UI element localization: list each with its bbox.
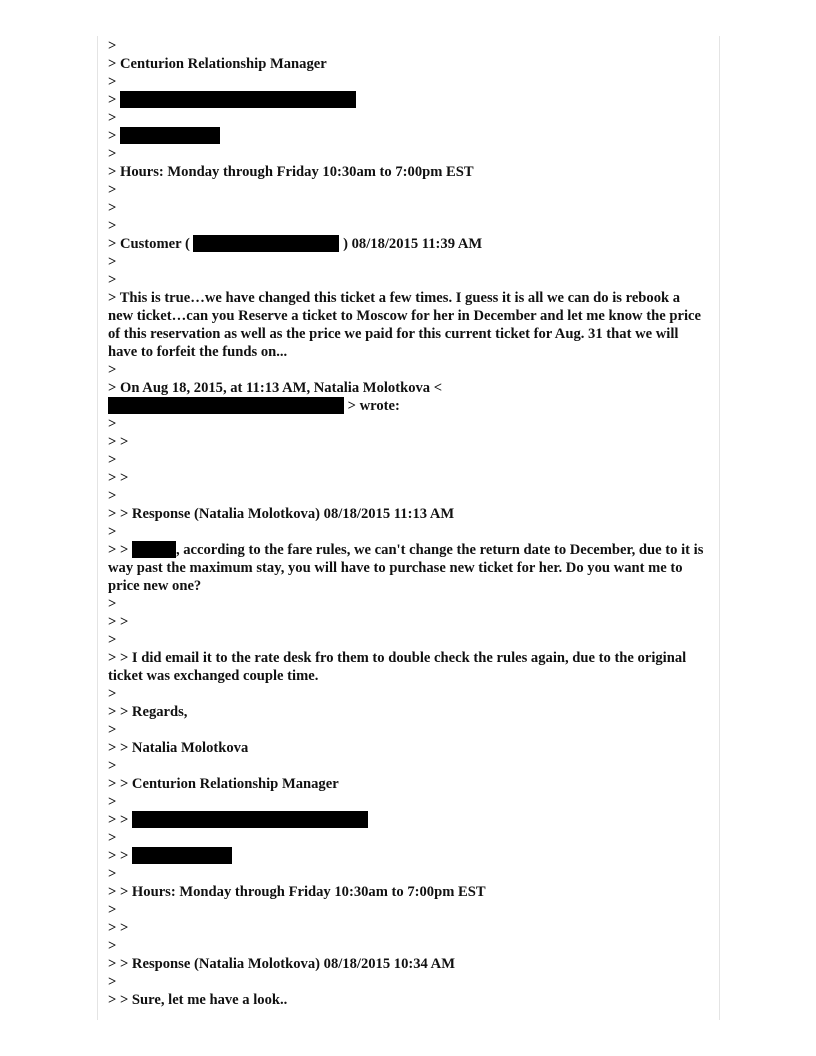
quote-line: > > [108, 470, 129, 486]
redacted-line: > [108, 127, 708, 145]
quote-line: > [108, 758, 117, 774]
quote-line: > > [108, 614, 129, 630]
reply-header-email: > wrote: [108, 397, 708, 415]
quote-line: > [108, 938, 117, 954]
quote-line: > [108, 218, 117, 234]
redaction-bar [132, 847, 232, 864]
response-message: > > , according to the fare rules, we can't change the return date to December, due to it is way past the maximum stay, you will have to purchase new ticket for her. Do you want me to price new one? [108, 542, 704, 594]
quote-line: > [108, 452, 117, 468]
quote-line: > [108, 488, 117, 504]
redaction-bar [132, 541, 176, 558]
quote-line: > [108, 416, 117, 432]
redaction-bar [193, 235, 339, 252]
customer-header: > Customer ( ) 08/18/2015 11:39 AM [108, 236, 483, 252]
redaction-bar [120, 91, 356, 108]
redacted-line: > [108, 91, 708, 109]
quote-line: > [108, 632, 117, 648]
quote-line: > [108, 74, 117, 90]
quote-line: > [108, 596, 117, 612]
customer-message: > This is true…we have changed this ticket a few times. I guess it is all we can do is rebook a new ticket…can you Reserve a ticket to Moscow for her in December and let me know the price of this reservation as well as the price we paid for this current ticket for Aug. 31 that we will have to forfeit the funds on... [108, 290, 701, 360]
right-margin-rule [719, 36, 720, 1020]
hours-line: > > Hours: Monday through Friday 10:30am to 7:00pm EST [108, 884, 486, 900]
signature-name: > > Natalia Molotkova [108, 740, 249, 756]
redaction-bar [120, 127, 220, 144]
redacted-line: > > [108, 811, 708, 829]
left-margin-rule [97, 36, 98, 1020]
hours-line: > Hours: Monday through Friday 10:30am to 7:00pm EST [108, 164, 474, 180]
quote-line: > [108, 830, 117, 846]
quote-line: > [108, 254, 117, 270]
email-body [108, 37, 708, 1009]
quote-line: > [108, 794, 117, 810]
quote-line: > [108, 362, 117, 378]
quote-line: > [108, 524, 117, 540]
quote-line: > [108, 38, 117, 54]
quote-line: > [108, 902, 117, 918]
response-header: > > Response (Natalia Molotkova) 08/18/2015 11:13 AM [108, 506, 455, 522]
redaction-bar [132, 811, 368, 828]
response-message: > > Sure, let me have a look.. [108, 992, 288, 1008]
response-header: > > Response (Natalia Molotkova) 08/18/2015 10:34 AM [108, 956, 456, 972]
redaction-bar [108, 397, 344, 414]
quote-line: > [108, 974, 117, 990]
redacted-line: > > [108, 847, 708, 865]
quote-line: > [108, 110, 117, 126]
quote-line: > [108, 146, 117, 162]
quote-line: > [108, 272, 117, 288]
reply-header: > On Aug 18, 2015, at 11:13 AM, Natalia Molotkova < [108, 380, 443, 396]
quote-line: > [108, 182, 117, 198]
regards-line: > > Regards, [108, 704, 188, 720]
quote-line: > [108, 866, 117, 882]
quote-line: > > [108, 920, 129, 936]
rate-desk-message: > > I did email it to the rate desk fro them to double check the rules again, due to the original ticket was exchanged couple time. [108, 650, 687, 684]
quote-line: > [108, 722, 117, 738]
signature-title: > > Centurion Relationship Manager [108, 776, 339, 792]
quote-line: > [108, 200, 117, 216]
quote-line: > > [108, 434, 129, 450]
quote-line: > [108, 686, 117, 702]
signature-title: > Centurion Relationship Manager [108, 56, 327, 72]
